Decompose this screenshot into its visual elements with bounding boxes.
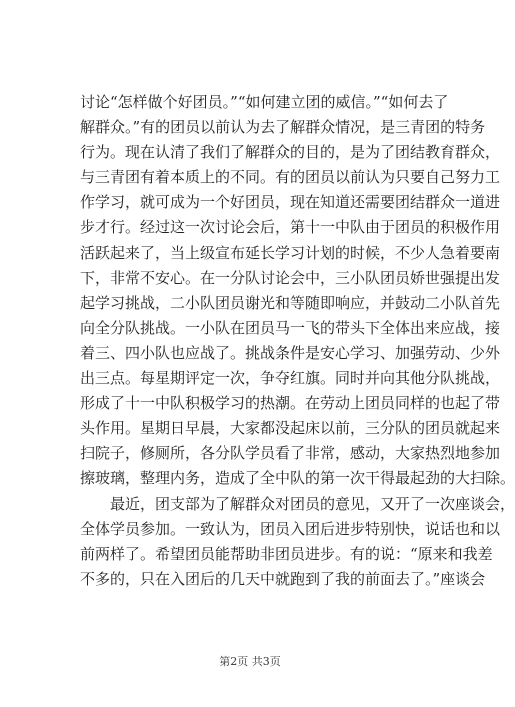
- text-line: 头作用。星期日早晨，大家都没起床以前，三分队的团员就起来: [80, 419, 501, 438]
- text-line: 步才行。经过这一次讨论会后，第十一中队由于团员的积极作用: [80, 218, 501, 237]
- text-line: 与三青团有着本质上的不同。有的团员以前认为只要自己努力工: [80, 168, 501, 187]
- document-body: [80, 90, 515, 592]
- text-line: 形成了十一中队积极学习的热潮。在劳动上团员同样的也起了带: [80, 394, 501, 413]
- text-line: 活跃起来了，当上级宣布延长学习计划的时候，不少人急着要南: [80, 243, 501, 262]
- page-footer: 第2页 共3页: [219, 655, 281, 668]
- text-line: 不多的，只在入团后的几天中就跑到了我的前面去了。”座谈会: [80, 569, 486, 588]
- text-line: 行为。现在认清了我们了解群众的目的，是为了团结教育群众，: [80, 143, 501, 162]
- text-line: 起学习挑战，二小队团员谢光和等随即响应，并鼓动二小队首先: [80, 293, 501, 312]
- text-line: 下，非常不安心。在一分队讨论会中，三小队团员娇世强提出发: [80, 268, 501, 287]
- text-line: 扫院子，修厕所，各分队学员看了非常，感动，大家热烈地参加: [80, 444, 501, 463]
- text-line: 向全分队挑战。一小队在团员马一飞的带头下全体出来应战，接: [80, 318, 501, 337]
- paragraph-start-line: 最近，团支部为了解群众对团员的意见，又开了一次座谈会，: [110, 494, 515, 513]
- text-line: 讨论“怎样做个好团员。”“如何建立团的威信。”“如何去了: [80, 93, 449, 111]
- text-line: 前两样了。希望团员能帮助非团员进步。有的说：“原来和我差: [80, 544, 493, 563]
- text-line: 擦玻璃，整理内务，造成了全中队的第一次干得最起劲的大扫除。: [80, 469, 515, 488]
- text-line: 作学习，就可成为一个好团员，现在知道还需要团结群众一道进: [80, 193, 501, 212]
- text-line: 着三、四小队也应战了。挑战条件是安心学习、加强劳动、少外: [80, 343, 501, 362]
- text-line: 解群众。”有的团员以前认为去了解群众情况，是三青团的特务: [80, 118, 486, 137]
- text-line: 全体学员参加。一致认为，团员入团后进步特别快，说话也和以: [80, 519, 501, 538]
- text-line: 出三点。每星期评定一次，争夺红旗。同时并向其他分队挑战，: [80, 369, 501, 388]
